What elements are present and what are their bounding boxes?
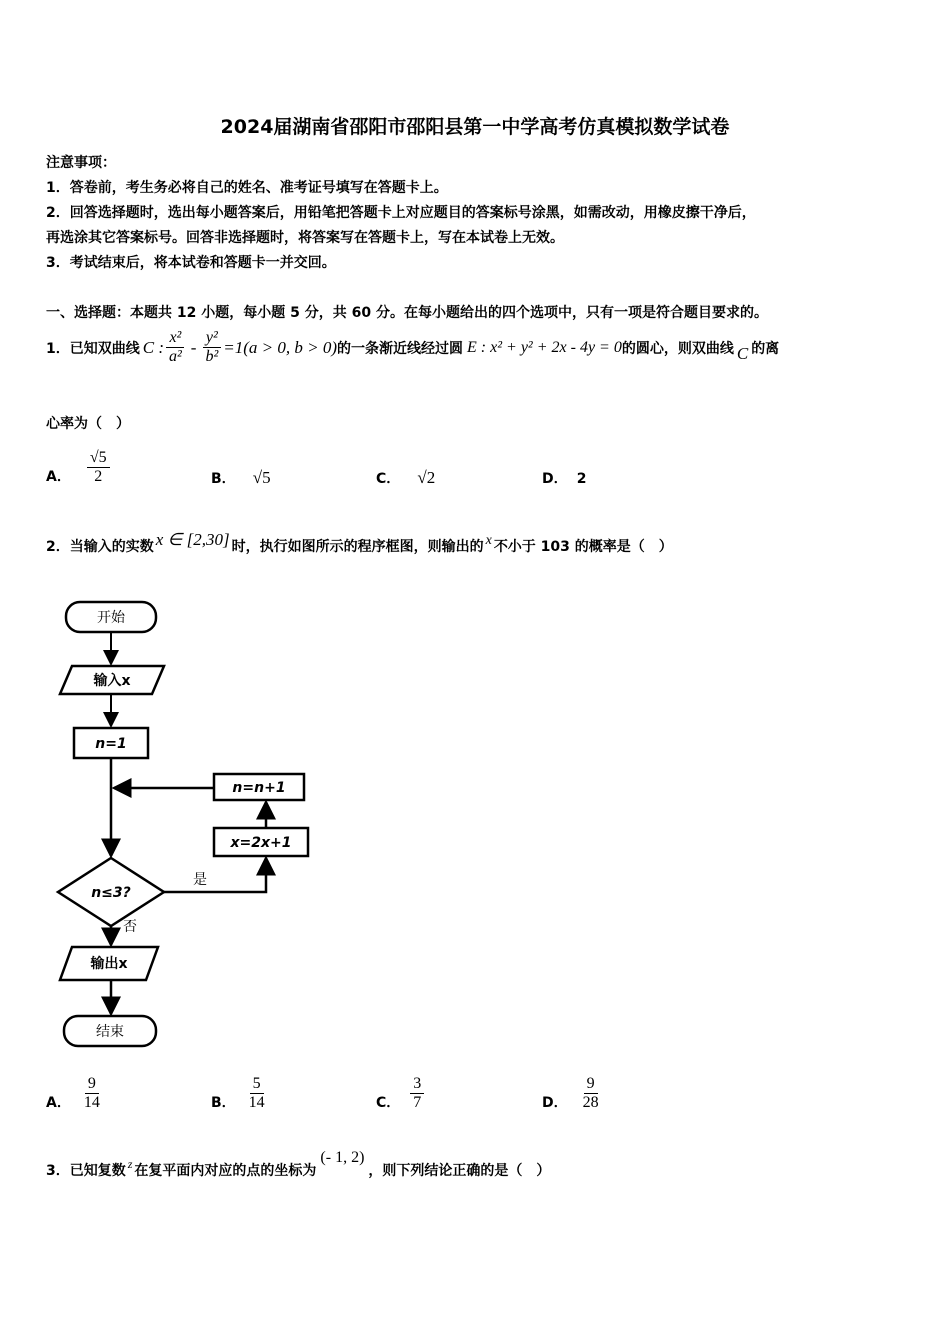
flow-input-text: 输入x [93,673,131,689]
q1-mid: 的一条渐近线经过圆 [337,340,464,357]
q2-interval: x ∈ [2,30] [155,530,230,549]
q1-condition: =1(a > 0, b > 0) [223,337,338,357]
option-label: B． [211,1095,236,1111]
fraction-numerator: 9 [85,1075,99,1094]
notice-item: 1．答卷前，考生务必将自己的姓名、准考证号填写在答题卡上。 [46,180,448,196]
option-fraction [81,1075,103,1112]
q1-mid2: 的圆心，则双曲线 [621,340,734,357]
option-value: √5 [252,468,271,487]
fraction-denominator: 7 [413,1093,422,1111]
fraction-denominator: 14 [83,1093,100,1111]
q3-z: z [127,1156,133,1171]
q2-x: x [485,533,492,548]
option-label: C． [376,1095,401,1111]
option-label: B． [211,471,236,487]
flow-output-text: 输出x [90,956,128,972]
option-label: A． [46,1095,71,1111]
section-heading: 一、选择题：本题共 12 小题，每小题 5 分，共 60 分。在每小题给出的四个选项中，只有一项是符合题目要求的。 [46,305,768,321]
fraction-denominator: 14 [248,1093,265,1111]
option-label: D． [542,1095,568,1111]
fraction-denominator: 2 [94,467,103,485]
q1-y2: y² [203,329,221,348]
option-label: D． [542,471,568,487]
q3-mid: 在复平面内对应的点的坐标为 [134,1163,317,1179]
option-b[interactable] [211,468,271,488]
fraction-numerator: 9 [584,1075,598,1094]
notice-heading: 注意事项： [46,155,116,171]
flow-no-label: 否 [123,919,137,935]
option-value: 2 [576,471,587,487]
q2-options [46,1074,906,1124]
fraction-numerator: √5 [87,449,110,468]
fraction-numerator: 5 [250,1075,264,1094]
q2-end: 不小于 103 的概率是（ ） [493,539,673,555]
question-1 [46,329,779,366]
flow-yes-label: 是 [193,872,207,888]
option-a[interactable] [46,1074,103,1112]
q3-prefix: 3．已知复数 [46,1163,126,1179]
q1-end: 的离 [751,340,780,357]
flow-increment-text: n=n+1 [232,780,286,796]
q1-circle-equation: E : x² + y² + 2x - 4y = 0 [467,338,622,356]
option-fraction [246,1075,268,1112]
option-fraction [410,1075,424,1112]
option-d[interactable] [542,1074,602,1112]
q3-end: ，则下列结论正确的是（ ） [368,1163,551,1179]
option-c[interactable] [376,468,435,488]
notice-item: 3．考试结束后，将本试卷和答题卡一并交回。 [46,255,336,271]
flow-init-text: n=1 [95,736,127,752]
q1-minus: - [190,337,197,357]
flow-assign-text: x=2x+1 [230,835,292,851]
fraction-denominator: 28 [582,1093,599,1111]
q1-fraction-y [202,329,221,366]
q1-prefix: 1．已知双曲线 [46,340,140,357]
q1-x2: x² [166,329,184,348]
q1-fraction-x [166,329,185,366]
option-d[interactable] [542,468,586,488]
flow-end-text: 结束 [96,1024,124,1040]
option-c[interactable] [376,1074,424,1112]
option-fraction [580,1075,602,1112]
option-a[interactable] [46,448,110,486]
flowchart [0,590,340,1060]
q1-b2: b² [205,348,219,365]
q3-point: (- 1, 2) [320,1149,365,1166]
option-fraction [87,449,110,486]
question-3 [46,1149,551,1180]
q1-curve-c: C [736,343,749,363]
fraction-numerator: 3 [410,1075,424,1094]
flow-arrow [164,858,266,892]
option-b[interactable] [211,1074,268,1112]
q1-a2: a² [169,348,182,365]
q1-line2: 心率为（ ） [46,416,130,432]
page-title: 2024届湖南省邵阳市邵阳县第一中学高考仿真模拟数学试卷 [220,116,730,138]
notice-item: 2．回答选择题时，选出每小题答案后，用铅笔把答题卡上对应题目的答案标号涂黑，如需改动，用橡皮擦干净后， [46,205,756,221]
option-label: C． [376,471,401,487]
question-2 [46,530,673,556]
notice-item: 再选涂其它答案标号。回答非选择题时，将答案写在答题卡上，写在本试卷上无效。 [46,230,564,246]
q1-options [46,448,906,498]
option-label: A． [46,469,71,485]
q2-mid: 时，执行如图所示的程序框图，则输出的 [231,539,484,555]
flow-decision-text: n≤3? [91,885,131,901]
q2-prefix: 2．当输入的实数 [46,539,154,555]
option-value: √2 [417,468,436,487]
flow-start-text: 开始 [97,610,125,626]
q1-curve-label: C : [142,337,164,357]
